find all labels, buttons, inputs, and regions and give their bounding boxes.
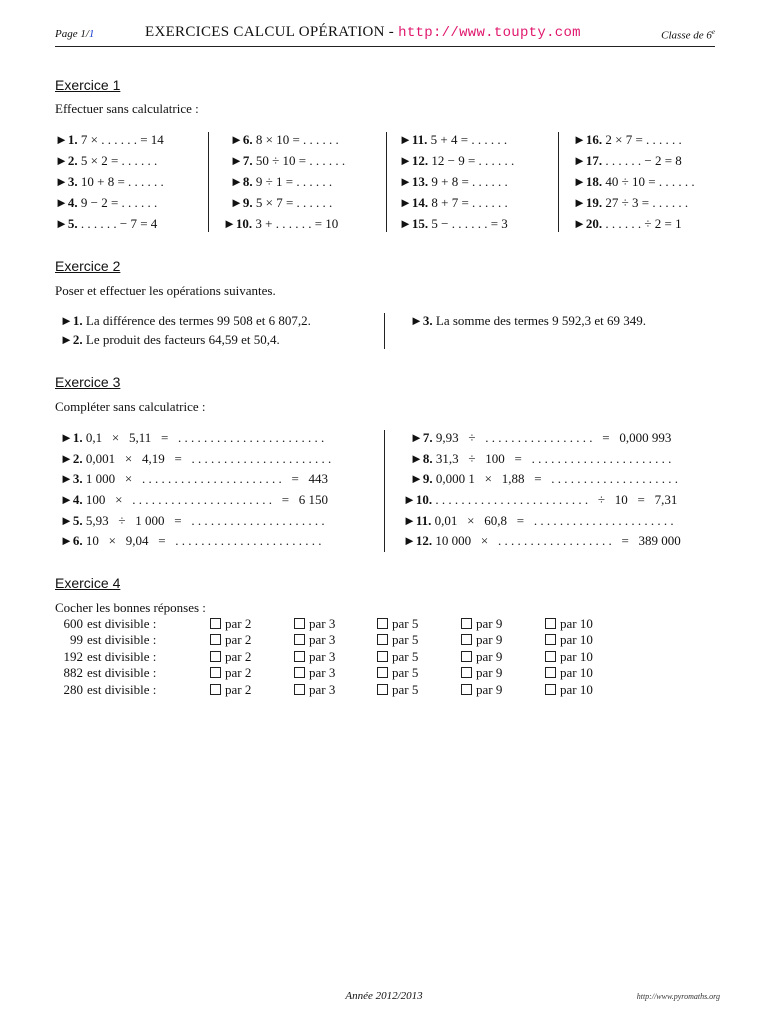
- exercise-1-instruction: Effectuer sans calculatrice :: [55, 101, 199, 116]
- checkbox-icon[interactable]: [210, 684, 221, 695]
- option-label: par 3: [309, 648, 336, 664]
- divisibility-option[interactable]: [545, 649, 593, 665]
- divisibility-option[interactable]: [461, 682, 502, 698]
- exercise-1-grid: [55, 132, 715, 232]
- checkbox-icon[interactable]: [210, 667, 221, 678]
- checkbox-icon[interactable]: [461, 634, 472, 645]
- checkbox-icon[interactable]: [545, 667, 556, 678]
- exercise-item: ►1. 0,1 × 5,11 = . . . . . . . . . . . . . . . . . . . . . . .: [60, 430, 325, 445]
- checkbox-icon[interactable]: [545, 684, 556, 695]
- checkbox-icon[interactable]: [294, 651, 305, 662]
- divisibility-option[interactable]: [294, 665, 335, 681]
- exercise-item: ►20. . . . . . . ÷ 2 = 1: [573, 216, 682, 231]
- toupty-link[interactable]: http://www.toupty.com: [398, 25, 581, 41]
- exercise-item: ►4. 9 − 2 = . . . . . .: [55, 195, 158, 210]
- divisibility-suffix: est divisible :: [87, 632, 157, 648]
- exercise-item: ►7. 9,93 ÷ . . . . . . . . . . . . . . . . . = 0,000 993: [410, 430, 672, 445]
- divisibility-option[interactable]: [210, 682, 251, 698]
- checkbox-icon[interactable]: [377, 667, 388, 678]
- exercise-2-grid: [55, 313, 715, 349]
- checkbox-icon[interactable]: [210, 651, 221, 662]
- checkbox-icon[interactable]: [545, 651, 556, 662]
- checkbox-icon[interactable]: [461, 684, 472, 695]
- footer-site-link[interactable]: http://www.pyromaths.org: [636, 992, 720, 1001]
- divisibility-option[interactable]: [545, 665, 593, 681]
- exercise-item: ►14. 8 + 7 = . . . . . .: [399, 195, 508, 210]
- option-label: par 2: [225, 681, 252, 697]
- option-label: par 10: [560, 648, 593, 664]
- exercise-4-title: Exercice 4: [55, 575, 121, 591]
- column-divider: [558, 132, 559, 232]
- option-label: par 3: [309, 681, 336, 697]
- option-label: par 10: [560, 616, 593, 631]
- divisibility-suffix: est divisible :: [87, 616, 157, 631]
- number-value: 882: [63, 665, 83, 681]
- exercise-item: ►8. 31,3 ÷ 100 = . . . . . . . . . . . . . . . . . . . . . .: [410, 451, 672, 466]
- checkbox-icon[interactable]: [461, 667, 472, 678]
- checkbox-icon[interactable]: [294, 634, 305, 645]
- number-value: 280: [63, 681, 83, 697]
- number-value: 192: [63, 648, 83, 664]
- checkbox-icon[interactable]: [294, 684, 305, 695]
- column-divider: [384, 430, 385, 552]
- exercise-item: ►2. 5 × 2 = . . . . . .: [55, 153, 158, 168]
- exercise-item: ►15. 5 − . . . . . . = 3: [399, 216, 508, 231]
- divisibility-option[interactable]: [210, 632, 251, 648]
- exercise-item: ►19. 27 ÷ 3 = . . . . . .: [573, 195, 689, 210]
- divisibility-suffix: est divisible :: [87, 648, 157, 664]
- exercise-item: ►17. . . . . . . − 2 = 8: [573, 153, 682, 168]
- document-title: [145, 24, 581, 41]
- divisibility-option[interactable]: [377, 649, 418, 665]
- option-label: par 3: [309, 616, 336, 631]
- exercise-item: ►7. 50 ÷ 10 = . . . . . .: [230, 153, 346, 168]
- option-label: par 5: [392, 665, 419, 681]
- divisibility-option[interactable]: [210, 649, 251, 665]
- exercise-item: ►1. La différence des termes 99 508 et 6 807,2.: [60, 313, 311, 328]
- column-divider: [386, 132, 387, 232]
- exercise-item: ►4. 100 × . . . . . . . . . . . . . . . . . . . . . . = 6 150: [60, 492, 329, 507]
- divisibility-option[interactable]: [210, 665, 251, 681]
- divisibility-option[interactable]: [294, 649, 335, 665]
- exercise-1-title: Exercice 1: [55, 77, 121, 93]
- checkbox-icon[interactable]: [294, 618, 305, 629]
- divisibility-option[interactable]: [461, 616, 502, 632]
- option-label: par 2: [225, 616, 252, 631]
- option-label: par 2: [225, 648, 252, 664]
- divisibility-label: [55, 616, 170, 632]
- exercise-item: ►5. . . . . . . − 7 = 4: [55, 216, 158, 231]
- divisibility-suffix: est divisible :: [87, 665, 157, 681]
- exercise-item: ►1. 7 × . . . . . . = 14: [55, 132, 164, 147]
- checkbox-icon[interactable]: [461, 651, 472, 662]
- divisibility-option[interactable]: [545, 682, 593, 698]
- option-label: par 5: [392, 616, 419, 631]
- checkbox-icon[interactable]: [545, 634, 556, 645]
- checkbox-icon[interactable]: [377, 634, 388, 645]
- divisibility-label: [55, 649, 170, 665]
- checkbox-icon[interactable]: [377, 618, 388, 629]
- option-label: par 3: [309, 632, 336, 648]
- exercise-item: ►2. 0,001 × 4,19 = . . . . . . . . . . . . . . . . . . . . . .: [60, 451, 332, 466]
- option-label: par 9: [476, 632, 503, 648]
- divisibility-option[interactable]: [377, 632, 418, 648]
- divisibility-option[interactable]: [210, 616, 251, 632]
- divisibility-option[interactable]: [377, 682, 418, 698]
- exercise-item: ►6. 10 × 9,04 = . . . . . . . . . . . . . . . . . . . . . . .: [60, 533, 322, 548]
- column-divider: [208, 132, 209, 232]
- divisibility-option[interactable]: [294, 682, 335, 698]
- divisibility-option[interactable]: [461, 649, 502, 665]
- exercise-item: ►3. 10 + 8 = . . . . . .: [55, 174, 164, 189]
- option-label: par 9: [476, 616, 503, 631]
- exercise-item: ►10. 3 + . . . . . . = 10: [223, 216, 339, 231]
- page-header: [55, 24, 715, 47]
- divisibility-option[interactable]: [461, 632, 502, 648]
- column-divider: [384, 313, 385, 349]
- exercise-item: ►3. 1 000 × . . . . . . . . . . . . . . . . . . . . . . = 443: [60, 471, 329, 486]
- option-label: par 3: [309, 665, 336, 681]
- divisibility-option[interactable]: [377, 665, 418, 681]
- divisibility-option[interactable]: [294, 616, 335, 632]
- exercise-3-instruction: Compléter sans calculatrice :: [55, 399, 206, 414]
- exercise-item: ►2. Le produit des facteurs 64,59 et 50,4.: [60, 332, 280, 347]
- checkbox-icon[interactable]: [294, 667, 305, 678]
- checkbox-icon[interactable]: [461, 618, 472, 629]
- option-label: par 2: [225, 632, 252, 648]
- number-value: 600: [63, 616, 83, 631]
- exercise-3-title: Exercice 3: [55, 374, 121, 390]
- exercise-3-grid: [55, 430, 715, 552]
- exercise-item: ►12. 12 − 9 = . . . . . .: [399, 153, 515, 168]
- option-label: par 9: [476, 681, 503, 697]
- class-label: Classe de 6e: [661, 28, 715, 42]
- option-label: par 5: [392, 632, 419, 648]
- exercise-2-instruction: Poser et effectuer les opérations suivantes.: [55, 283, 276, 298]
- exercise-4-instruction: Cocher les bonnes réponses :: [55, 600, 206, 615]
- exercise-item: ►9. 0,000 1 × 1,88 = . . . . . . . . . . . . . . . . . . . .: [410, 471, 679, 486]
- number-value: 99: [70, 632, 83, 648]
- checkbox-icon[interactable]: [377, 684, 388, 695]
- option-label: par 10: [560, 665, 593, 681]
- option-label: par 2: [225, 665, 252, 681]
- footer-year: Année 2012/2013: [345, 990, 423, 1002]
- exercise-item: ►6. 8 × 10 = . . . . . .: [230, 132, 339, 147]
- exercise-item: ►3. La somme des termes 9 592,3 et 69 349.: [410, 313, 647, 328]
- checkbox-icon[interactable]: [377, 651, 388, 662]
- divisibility-label: [55, 632, 170, 648]
- option-label: par 5: [392, 681, 419, 697]
- checkbox-icon[interactable]: [545, 618, 556, 629]
- exercise-2-title: Exercice 2: [55, 258, 121, 274]
- exercise-item: ►9. 5 × 7 = . . . . . .: [230, 195, 333, 210]
- exercise-item: ►18. 40 ÷ 10 = . . . . . .: [573, 174, 695, 189]
- checkbox-icon[interactable]: [210, 634, 221, 645]
- exercise-item: ►5. 5,93 ÷ 1 000 = . . . . . . . . . . . . . . . . . . . . .: [60, 513, 325, 528]
- divisibility-option[interactable]: [377, 616, 418, 632]
- page-total-link[interactable]: 1: [88, 28, 95, 40]
- divisibility-option[interactable]: [545, 616, 593, 632]
- option-label: par 9: [476, 648, 503, 664]
- divisibility-label: [55, 665, 170, 681]
- exercise-item: ►8. 9 ÷ 1 = . . . . . .: [230, 174, 333, 189]
- option-label: par 10: [560, 681, 593, 697]
- exercise-item: ►10. . . . . . . . . . . . . . . . . . . . . . . . . ÷ 10 = 7,31: [403, 492, 678, 507]
- title-text: EXERCICES CALCUL OPÉRATION -: [145, 24, 399, 40]
- checkbox-icon[interactable]: [210, 618, 221, 629]
- divisibility-option[interactable]: [545, 632, 593, 648]
- exercise-item: ►11. 5 + 4 = . . . . . .: [399, 132, 508, 147]
- option-label: par 9: [476, 665, 503, 681]
- exercise-item: ►11. 0,01 × 60,8 = . . . . . . . . . . . . . . . . . . . . . .: [403, 513, 674, 528]
- option-label: par 5: [392, 648, 419, 664]
- divisibility-option[interactable]: [294, 632, 335, 648]
- exercise-item: ►12. 10 000 × . . . . . . . . . . . . . . . . . . = 389 000: [403, 533, 681, 548]
- option-label: par 10: [560, 632, 593, 648]
- divisibility-option[interactable]: [461, 665, 502, 681]
- exercise-item: ►13. 9 + 8 = . . . . . .: [399, 174, 508, 189]
- divisibility-suffix: est divisible :: [87, 681, 157, 697]
- exercise-item: ►16. 2 × 7 = . . . . . .: [573, 132, 682, 147]
- divisibility-label: [55, 682, 170, 698]
- page-number: Page 1/1: [55, 28, 95, 40]
